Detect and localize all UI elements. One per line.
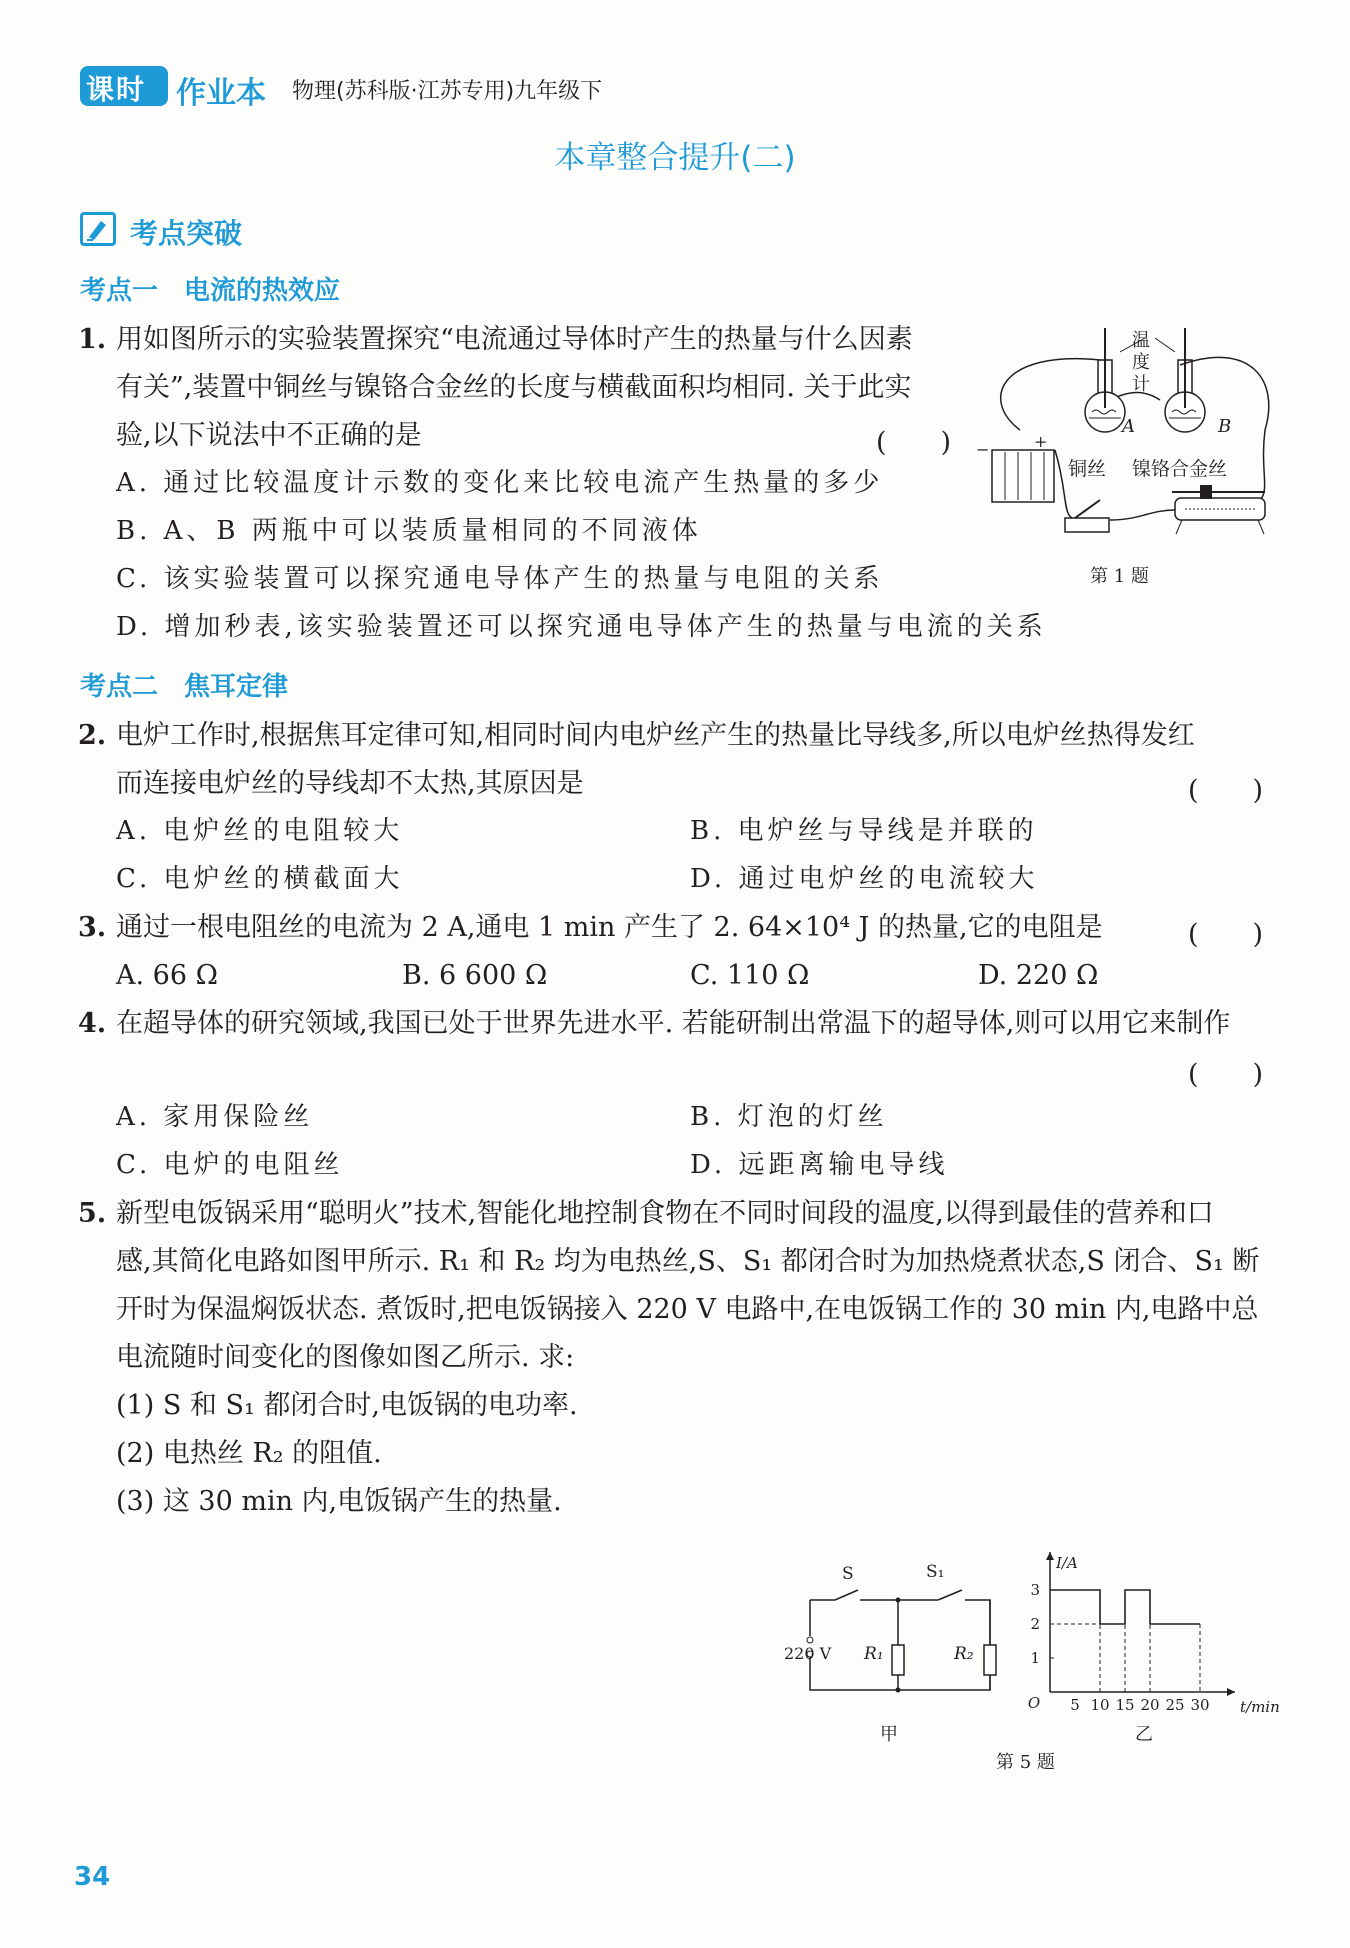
q5-line4: 电流随时间变化的图像如图乙所示. 求: <box>116 1342 575 1373</box>
q3-line1: 通过一根电阻丝的电流为 2 A,通电 1 min 产生了 2. 64×10⁴ J 的热量,它的电阻是 <box>116 912 1103 943</box>
battery <box>992 450 1054 502</box>
q4-option-c: C. 电炉的电阻丝 <box>116 1150 344 1180</box>
y-tick-label-2: 2 <box>1030 1615 1040 1633</box>
q3-option-c: C. 110 Ω <box>690 960 810 991</box>
q5-line2: 感,其简化电路如图甲所示. R₁ 和 R₂ 均为电热丝,S、S₁ 都闭合时为加热烧煮状态,S 闭合、S₁ 断 <box>116 1246 1260 1277</box>
brand-name: 作业本 <box>176 76 266 111</box>
x-tick-label-5: 5 <box>1070 1696 1080 1714</box>
r1-label: R₁ <box>864 1644 884 1664</box>
q5-line3: 开时为保温焖饭状态. 煮饭时,把电饭锅接入 220 V 电路中,在电饭锅工作的 30 min 内,电路中总 <box>116 1294 1259 1325</box>
y-axis-label: I/A <box>1056 1554 1078 1572</box>
q3-answer-blank: ( ) <box>1188 919 1264 950</box>
switch-s1-label: S₁ <box>926 1562 945 1582</box>
rheostat <box>1172 485 1265 534</box>
x-tick-label-30: 30 <box>1190 1696 1210 1714</box>
logo-text: 课时 <box>86 73 147 106</box>
q1-option-b: B. A、B 两瓶中可以装质量相同的不同液体 <box>116 516 702 546</box>
x-tick-label-10: 10 <box>1090 1696 1110 1714</box>
section-heading: 考点突破 <box>130 217 243 250</box>
q2-option-c: C. 电炉丝的横截面大 <box>116 864 404 894</box>
q1-number: 1. <box>78 324 107 355</box>
q4-answer-blank: ( ) <box>1188 1059 1264 1090</box>
topic-2-heading: 考点二 焦耳定律 <box>80 672 289 702</box>
origin-label: O <box>1027 1694 1041 1712</box>
resistor-r2 <box>984 1645 996 1675</box>
q1-option-d: D. 增加秒表,该实验装置还可以探究通电导体产生的热量与电流的关系 <box>116 612 1047 642</box>
q3-number: 3. <box>78 912 107 943</box>
q4-option-a: A. 家用保险丝 <box>116 1102 314 1132</box>
q2-answer-blank: ( ) <box>1188 775 1264 806</box>
pencil-icon <box>83 215 113 243</box>
q5-sub-question-3: (3) 这 30 min 内,电饭锅产生的热量. <box>116 1486 562 1517</box>
q2-option-a: A. 电炉丝的电阻较大 <box>116 816 404 846</box>
thermometer-label-3: 计 <box>1132 374 1150 395</box>
q5-current-time-chart <box>1010 1530 1280 1730</box>
chapter-title: 本章整合提升(二) <box>554 140 796 176</box>
q1-answer-blank: ( ) <box>876 427 952 458</box>
q1-figure-caption: 第 1 题 <box>1090 566 1149 587</box>
x-axis-label: t/min <box>1240 1698 1280 1716</box>
thermometer-label-1: 温 <box>1132 330 1150 351</box>
q5-sub-question-2: (2) 电热丝 R₂ 的阻值. <box>116 1438 382 1469</box>
r2-label: R₂ <box>954 1644 974 1664</box>
nichrome-wire-label: 镍铬合金丝 <box>1132 458 1228 480</box>
q1-line2: 有关”,装置中铜丝与镍铬合金丝的长度与横截面积均相同. 关于此实 <box>116 372 912 403</box>
thermometer-label-2: 度 <box>1132 352 1150 373</box>
q4-option-d: D. 远距离输电导线 <box>690 1150 949 1180</box>
q5-figure-caption: 第 5 题 <box>996 1752 1055 1773</box>
y-tick-label-3: 3 <box>1030 1581 1040 1599</box>
flask-b <box>1165 328 1205 432</box>
q1-line3: 验,以下说法中不正确的是 <box>116 420 422 451</box>
q4-option-b: B. 灯泡的灯丝 <box>690 1102 888 1132</box>
flask-a <box>1085 328 1125 432</box>
q5-line1: 新型电饭锅采用“聪明火”技术,智能化地控制食物在不同时间段的温度,以得到最佳的营养和口 <box>116 1198 1214 1229</box>
q4-number: 4. <box>78 1008 107 1039</box>
switch-s-label: S <box>842 1564 854 1584</box>
x-tick-label-25: 25 <box>1165 1696 1185 1714</box>
q4-line1: 在超导体的研究领域,我国已处于世界先进水平. 若能研制出常温下的超导体,则可以用它来制作 <box>116 1008 1231 1039</box>
y-axis-arrow <box>1046 1552 1054 1560</box>
switch-s1 <box>938 1590 962 1600</box>
q2-number: 2. <box>78 720 107 751</box>
switch-s <box>835 1590 858 1600</box>
q2-line2: 而连接电炉丝的导线却不太热,其原因是 <box>116 768 584 799</box>
circuit-figure-label: 甲 <box>880 1724 898 1745</box>
x-tick-label-20: 20 <box>1140 1696 1160 1714</box>
copper-wire-label: 铜丝 <box>1068 458 1107 480</box>
q2-option-b: B. 电炉丝与导线是并联的 <box>690 816 1038 846</box>
q5-sub-question-1: (1) S 和 S₁ 都闭合时,电饭锅的电功率. <box>116 1390 578 1421</box>
x-tick-label-15: 15 <box>1115 1696 1135 1714</box>
q3-option-d: D. 220 Ω <box>978 960 1099 991</box>
q2-option-d: D. 通过电炉丝的电流较大 <box>690 864 1039 894</box>
switch <box>1065 500 1109 532</box>
logo-badge <box>80 66 168 106</box>
battery-minus-label: − <box>976 440 990 459</box>
q3-option-b: B. 6 600 Ω <box>402 960 548 991</box>
chart-figure-label: 乙 <box>1135 1724 1153 1745</box>
y-tick-label-1: 1 <box>1030 1649 1040 1667</box>
q1-option-a: A. 通过比较温度计示数的变化来比较电流产生热量的多少 <box>116 468 884 498</box>
q1-line1: 用如图所示的实验装置探究“电流通过导体时产生的热量与什么因素 <box>116 324 913 355</box>
q1-option-c: C. 该实验装置可以探究通电导体产生的热量与电阻的关系 <box>116 564 884 594</box>
x-axis-arrow <box>1227 1688 1235 1696</box>
q1-apparatus-figure <box>960 320 1290 560</box>
flask-a-label: A <box>1122 416 1135 437</box>
voltage-label: 220 V <box>784 1644 832 1663</box>
book-title: 物理(苏科版·江苏专用)九年级下 <box>292 79 603 104</box>
q5-number: 5. <box>78 1198 107 1229</box>
current-series-line <box>1050 1590 1200 1624</box>
battery-plus-label: + <box>1034 432 1048 451</box>
q2-line1: 电炉工作时,根据焦耳定律可知,相同时间内电炉丝产生的热量比导线多,所以电炉丝热得发红 <box>116 720 1195 751</box>
resistor-r1 <box>892 1645 904 1675</box>
flask-b-label: B <box>1218 416 1232 437</box>
page-number: 34 <box>74 1862 111 1892</box>
q3-option-a: A. 66 Ω <box>116 960 218 991</box>
section-icon <box>80 212 116 246</box>
topic-1-heading: 考点一 电流的热效应 <box>80 276 341 306</box>
